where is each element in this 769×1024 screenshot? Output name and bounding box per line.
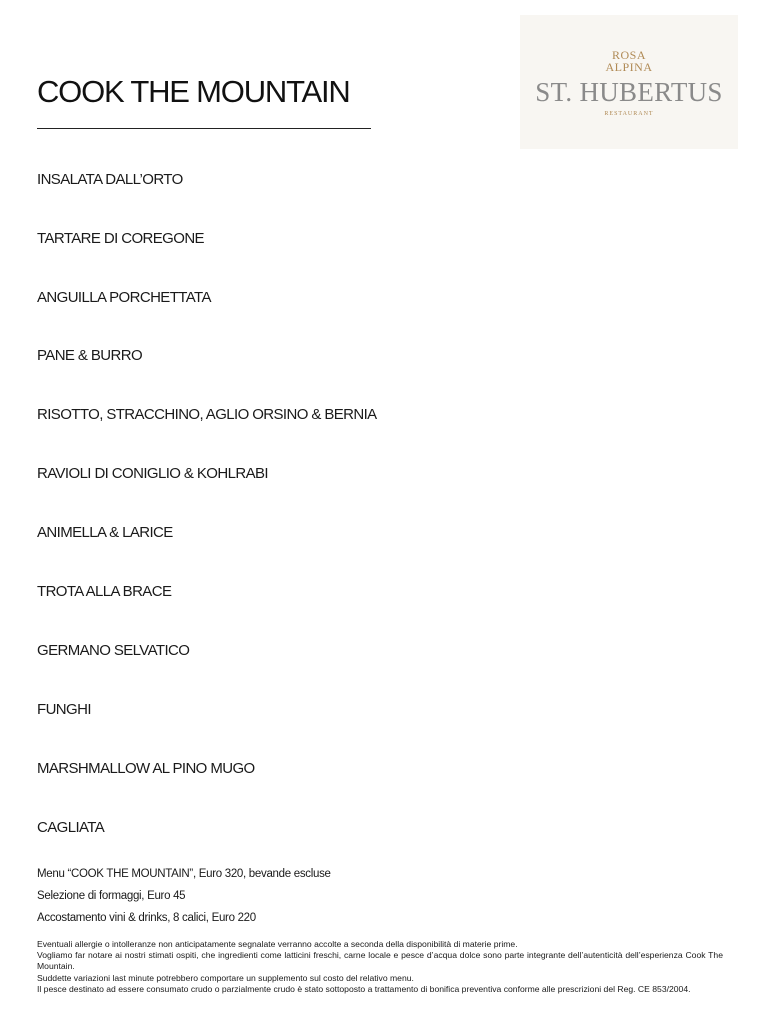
menu-title: COOK THE MOUNTAIN [37, 74, 350, 109]
footnotes [37, 939, 723, 995]
course-item: FUNGHI [37, 701, 91, 718]
course-item: RAVIOLI DI CONIGLIO & KOHLRABI [37, 465, 268, 482]
logo-restaurant-name: ST. HUBERTUS [535, 77, 723, 107]
allergy-note: Eventuali allergie o intolleranze non anticipatamente segnalate verranno accolte a seconda della disponibilità di materie prime. [37, 939, 518, 949]
variations-note: Suddette variazioni last minute potrebbero comportare un supplemento sul costo del relativo menu. [37, 972, 414, 983]
course-item: PANE & BURRO [37, 347, 143, 364]
course-item: INSALATA DALL’ORTO [37, 171, 183, 188]
menu-price: Menu “COOK THE MOUNTAIN”, Euro 320, bevande escluse [37, 868, 331, 880]
cheese-price: Selezione di formaggi, Euro 45 [37, 890, 186, 902]
course-item: ANGUILLA PORCHETTATA [37, 289, 211, 306]
logo-rosa-text: ROSA [611, 48, 646, 62]
wine-pairing-price: Accostamento vini & drinks, 8 calici, Euro 220 [37, 912, 256, 924]
raw-fish-note: Il pesce destinato ad essere consumato crudo o parzialmente crudo è stato sottoposto a trattamento di bonifica preventiva conforme alle prescrizioni del Reg. CE 853/2004. [37, 983, 691, 994]
course-item: MARSHMALLOW AL PINO MUGO [37, 760, 255, 777]
course-item: RISOTTO, STRACCHINO, AGLIO ORSINO & BERNIA [37, 406, 377, 423]
course-item: CAGLIATA [37, 819, 105, 836]
course-item: ANIMELLA & LARICE [37, 524, 173, 541]
course-item: TARTARE DI COREGONE [37, 230, 204, 247]
course-item: GERMANO SELVATICO [37, 642, 190, 659]
logo-subtitle: RESTAURANT [604, 111, 654, 117]
course-item: TROTA ALLA BRACE [37, 583, 172, 600]
title-underline [37, 128, 371, 129]
restaurant-logo [520, 15, 738, 149]
ingredients-note: Vogliamo far notare ai nostri stimati ospiti, che ingredienti come latticini freschi, carne locale e pesce d’acqua dolce sono parte integrante dell’autenticità dell’esperienza Cook The Mountain. [37, 950, 723, 972]
logo-alpina-text: ALPINA [605, 60, 653, 74]
